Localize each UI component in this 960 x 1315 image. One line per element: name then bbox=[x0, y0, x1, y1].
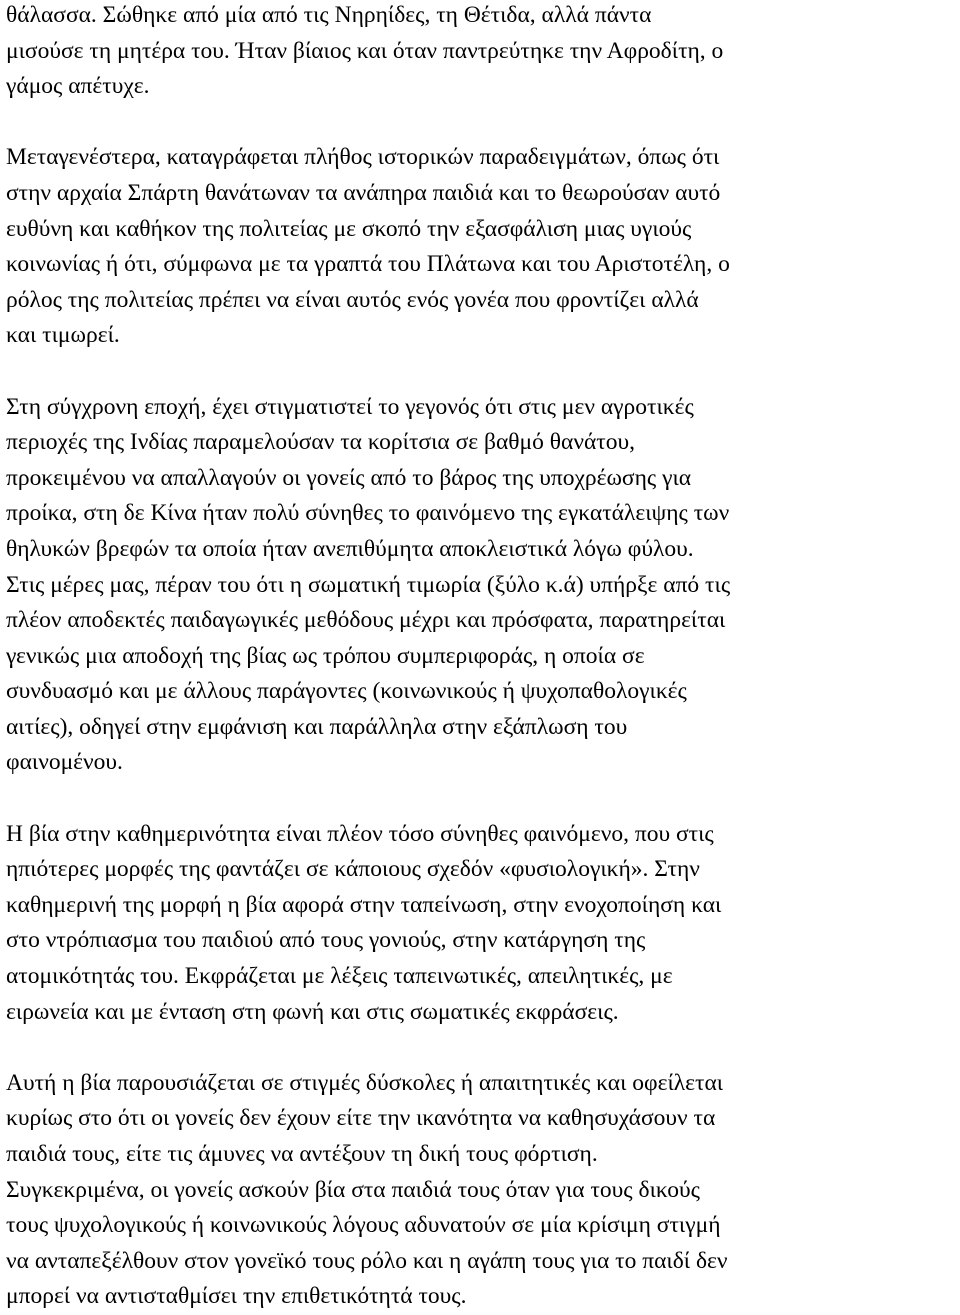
text-line: συνδυασμό και με άλλους παράγοντες (κοινωνικούς ή ψυχοπαθολογικές bbox=[6, 678, 687, 705]
text-line: στην αρχαία Σπάρτη θανάτωναν τα ανάπηρα παιδιά και το θεωρούσαν αυτό bbox=[6, 179, 721, 206]
text-line: Στη σύγχρονη εποχή, έχει στιγματιστεί το γεγονός ότι στις μεν αγροτικές bbox=[6, 393, 694, 420]
text-line: προκειμένου να απαλλαγούν οι γονείς από το βάρος της υποχρέωσης για bbox=[6, 464, 692, 491]
text-line: προίκα, στη δε Κίνα ήταν πολύ σύνηθες το φαινόμενο της εγκατάλειψης των bbox=[6, 500, 730, 527]
text-line: παιδιά τους, είτε τις άμυνες να αντέξουν τη δική τους φόρτιση. bbox=[6, 1141, 598, 1167]
text-line: αιτίες), οδηγεί στην εμφάνιση και παράλληλα στην εξάπλωση του bbox=[6, 713, 628, 740]
text-line: κυρίως στο ότι οι γονείς δεν έχουν είτε την ικανότητα να καθησυχάσουν τα bbox=[6, 1105, 716, 1132]
text-line: ρόλος της πολιτείας πρέπει να είναι αυτός ενός γονέα που φροντίζει αλλά bbox=[6, 286, 699, 313]
text-line: Μεταγενέστερα, καταγράφεται πλήθος ιστορικών παραδειγμάτων, όπως ότι bbox=[6, 144, 720, 171]
text-line: γάμος απέτυχε. bbox=[6, 73, 150, 100]
text-line: θηλυκών βρεφών τα οποία ήταν ανεπιθύμητα αποκλειστικά λόγω φύλου. bbox=[6, 535, 694, 562]
paragraph-5 bbox=[6, 1066, 954, 1315]
text-line: να ανταπεξέλθουν στον γονεϊκό τους ρόλο και η αγάπη τους για το παιδί δεν bbox=[6, 1247, 728, 1274]
paragraph-4 bbox=[6, 817, 954, 1031]
text-line: τους ψυχολογικούς ή κοινωνικούς λόγους αδυνατούν σε μία κρίσιμη στιγμή bbox=[6, 1212, 721, 1239]
text-line: ηπιότερες μορφές της φαντάζει σε κάποιους σχεδόν «φυσιολογική». Στην bbox=[6, 856, 700, 883]
text-line: περιοχές της Ινδίας παραμελούσαν τα κορίτσια σε βαθμό θανάτου, bbox=[6, 429, 635, 456]
text-line: καθημερινή της μορφή η βία αφορά στην ταπείνωση, στην ενοχοποίηση και bbox=[6, 891, 722, 918]
paragraph-3 bbox=[6, 390, 954, 782]
text-line: κοινωνίας ή ότι, σύμφωνα με τα γραπτά του Πλάτωνα και του Αριστοτέλη, ο bbox=[6, 251, 730, 278]
text-line: ατομικότητάς του. Εκφράζεται με λέξεις ταπεινωτικές, απειλητικές, με bbox=[6, 963, 673, 990]
text-line: Στις μέρες μας, πέραν του ότι η σωματική τιμωρία (ξύλο κ.ά) υπήρξε από τις bbox=[6, 571, 731, 598]
paragraph-2 bbox=[6, 140, 954, 354]
text-line: γενικώς μια αποδοχή της βίας ως τρόπου συμπεριφοράς, η οποία σε bbox=[6, 642, 645, 669]
text-line: ευθύνη και καθήκον της πολιτείας με σκοπό την εξασφάλιση μιας υγιούς bbox=[6, 215, 692, 242]
text-line: στο ντρόπιασμα του παιδιού από τους γονιούς, στην κατάργηση της bbox=[6, 927, 646, 954]
text-line: μισούσε τη μητέρα του. Ήταν βίαιος και όταν παντρεύτηκε την Αφροδίτη, ο bbox=[6, 37, 724, 64]
text-line: θάλασσα. Σώθηκε από μία από τις Νηρηίδες, τη Θέτιδα, αλλά πάντα bbox=[6, 2, 652, 28]
text-line: Αυτή η βία παρουσιάζεται σε στιγμές δύσκολες ή απαιτητικές και οφείλεται bbox=[6, 1069, 724, 1096]
document-page bbox=[6, 0, 954, 1315]
text-line: Η βία στην καθημερινότητα είναι πλέον τόσο σύνηθες φαινόμενο, που στις bbox=[6, 820, 714, 847]
paragraph-1 bbox=[6, 0, 954, 105]
text-line: και τιμωρεί. bbox=[6, 322, 120, 349]
text-line: Συγκεκριμένα, οι γονείς ασκούν βία στα παιδιά τους όταν για τους δικούς bbox=[6, 1176, 700, 1203]
text-line: μπορεί να αντισταθμίσει την επιθετικότητά τους. bbox=[6, 1283, 467, 1310]
paragraph-gap bbox=[6, 1030, 954, 1066]
paragraph-gap bbox=[6, 781, 954, 817]
text-line: ειρωνεία και με ένταση στη φωνή και στις σωματικές εκφράσεις. bbox=[6, 998, 619, 1025]
paragraph-gap bbox=[6, 354, 954, 390]
paragraph-gap bbox=[6, 105, 954, 141]
text-line: πλέον αποδεκτές παιδαγωγικές μεθόδους μέχρι και πρόσφατα, παρατηρείται bbox=[6, 607, 726, 634]
text-line: φαινομένου. bbox=[6, 749, 123, 776]
